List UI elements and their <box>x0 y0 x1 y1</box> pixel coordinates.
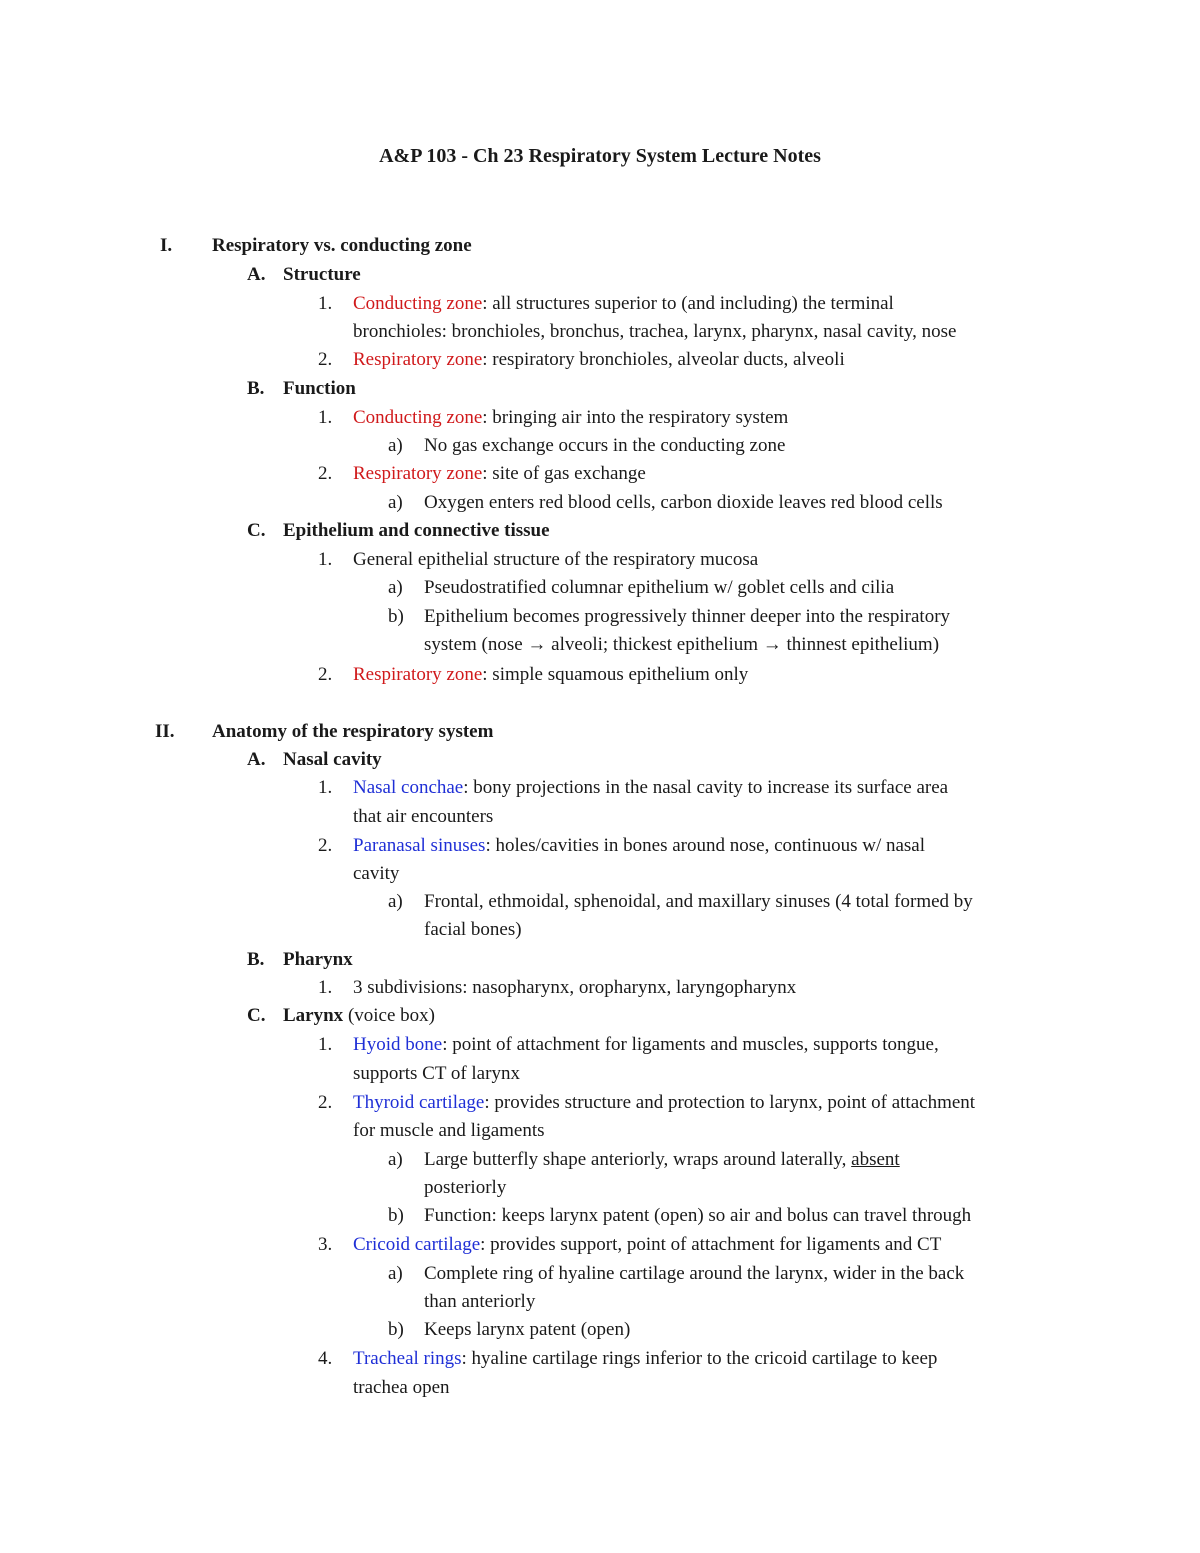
item-text: : respiratory bronchioles, alveolar ducts, alveoli <box>482 349 845 370</box>
item-continuation: bronchioles: bronchioles, bronchus, trachea, larynx, pharynx, nasal cavity, nose <box>353 321 957 342</box>
subsection-heading-text: Larynx <box>283 1005 344 1026</box>
subitem-text: Epithelium becomes progressively thinner deeper into the respiratory <box>424 606 951 627</box>
item-number: 1. <box>318 407 333 428</box>
item-text: : hyaline cartilage rings inferior to the cricoid cartilage to keep <box>461 1348 938 1369</box>
term-highlight: Cricoid cartilage <box>353 1234 481 1255</box>
list-item <box>353 832 925 860</box>
item-text: General epithelial structure of the respiratory mucosa <box>353 549 759 570</box>
term-highlight: Nasal conchae <box>353 777 464 798</box>
section-2-number: II. <box>155 721 175 742</box>
term-highlight: Tracheal rings <box>353 1348 462 1369</box>
section-2-heading: Anatomy of the respiratory system <box>212 721 494 742</box>
subsection-heading: Structure <box>283 264 361 285</box>
subitem-letter: b) <box>388 1319 404 1340</box>
underlined-word: absent <box>851 1149 900 1170</box>
subitem-letter: a) <box>388 1263 403 1284</box>
subsection-heading: Pharynx <box>283 949 353 970</box>
item-number: 2. <box>318 349 333 370</box>
subsection-heading: Nasal cavity <box>283 749 382 770</box>
subitem-text-main: Large butterfly shape anteriorly, wraps around laterally, <box>424 1149 852 1170</box>
item-number: 1. <box>318 1034 333 1055</box>
item-number: 3. <box>318 1234 333 1255</box>
subitem-continuation: facial bones) <box>424 919 522 940</box>
subsection-heading: Function <box>283 378 356 399</box>
item-number: 4. <box>318 1348 333 1369</box>
term-highlight: Thyroid cartilage <box>353 1092 485 1113</box>
item-number: 2. <box>318 1092 333 1113</box>
list-item <box>353 774 948 802</box>
subsection-letter: A. <box>247 264 266 285</box>
subsection-letter: B. <box>247 378 265 399</box>
subsection-heading <box>283 1002 435 1030</box>
subitem-letter: b) <box>388 1205 404 1226</box>
list-item <box>353 290 894 318</box>
list-item <box>353 404 788 432</box>
item-number: 1. <box>318 977 333 998</box>
subsection-letter: A. <box>247 749 266 770</box>
subitem-text: Oxygen enters red blood cells, carbon dioxide leaves red blood cells <box>424 492 943 513</box>
subitem-continuation: posteriorly <box>424 1177 507 1198</box>
subsection-letter-text: C. <box>247 1005 266 1026</box>
subsection-letter: B. <box>247 949 265 970</box>
list-item <box>353 1231 941 1259</box>
subsection-letter: C. <box>247 520 266 541</box>
section-1-heading: Respiratory vs. conducting zone <box>212 235 472 256</box>
item-text: : holes/cavities in bones around nose, continuous w/ nasal <box>485 835 926 856</box>
subitem-letter: a) <box>388 1149 403 1170</box>
item-text: : bringing air into the respiratory system <box>482 407 789 428</box>
subitem-text: Keeps larynx patent (open) <box>424 1319 631 1340</box>
item-number: 1. <box>318 293 333 314</box>
item-continuation: cavity <box>353 863 400 884</box>
subitem-letter: a) <box>388 435 403 456</box>
item-continuation: for muscle and ligaments <box>353 1120 545 1141</box>
term-highlight: Hyoid bone <box>353 1034 443 1055</box>
page-title: A&P 103 - Ch 23 Respiratory System Lecture Notes <box>379 145 821 167</box>
list-item <box>353 346 845 374</box>
subitem-letter: a) <box>388 577 403 598</box>
item-continuation: that air encounters <box>353 806 494 827</box>
subitem-text: Function: keeps larynx patent (open) so air and bolus can travel through <box>424 1205 972 1226</box>
list-item <box>353 1345 937 1373</box>
item-text: : point of attachment for ligaments and muscles, supports tongue, <box>442 1034 939 1055</box>
item-number: 1. <box>318 777 333 798</box>
item-number: 2. <box>318 664 333 685</box>
subitem-text: Frontal, ethmoidal, sphenoidal, and maxillary sinuses (4 total formed by <box>424 891 973 912</box>
list-item <box>353 1089 975 1117</box>
item-text: 3 subdivisions: nasopharynx, oropharynx, laryngopharynx <box>353 977 797 998</box>
section-1-number: I. <box>160 235 173 256</box>
list-item <box>353 1031 939 1059</box>
term-highlight: Conducting zone <box>353 293 483 314</box>
term-highlight: Respiratory zone <box>353 463 483 484</box>
subitem-letter: b) <box>388 606 404 627</box>
term-highlight: Respiratory zone <box>353 349 483 370</box>
item-continuation: trachea open <box>353 1377 450 1398</box>
heading-note: (voice box) <box>343 1005 435 1026</box>
subitem-letter: a) <box>388 492 403 513</box>
term-highlight: Conducting zone <box>353 407 483 428</box>
subsection-heading: Epithelium and connective tissue <box>283 520 550 541</box>
subitem-text: Pseudostratified columnar epithelium w/ goblet cells and cilia <box>424 577 895 598</box>
item-text: : provides structure and protection to larynx, point of attachment <box>484 1092 976 1113</box>
subitem-letter: a) <box>388 891 403 912</box>
item-number: 2. <box>318 463 333 484</box>
item-number: 1. <box>318 549 333 570</box>
subitem-continuation: system (nose → alveoli; thickest epithelium → thinnest epithelium) <box>424 634 940 655</box>
item-text: : provides support, point of attachment for ligaments and CT <box>480 1234 942 1255</box>
item-text: : bony projections in the nasal cavity to increase its surface area <box>463 777 949 798</box>
subitem-text <box>424 1146 900 1174</box>
subitem-continuation: than anteriorly <box>424 1291 536 1312</box>
subsection-letter <box>247 1002 265 1030</box>
item-text: : all structures superior to (and including) the terminal <box>482 293 894 314</box>
list-item <box>353 661 748 689</box>
item-text: : simple squamous epithelium only <box>482 664 749 685</box>
term-highlight: Paranasal sinuses <box>353 835 486 856</box>
subitem-text: No gas exchange occurs in the conducting zone <box>424 435 786 456</box>
subitem-text: Complete ring of hyaline cartilage around the larynx, wider in the back <box>424 1263 965 1284</box>
item-text: : site of gas exchange <box>482 463 646 484</box>
item-number: 2. <box>318 835 333 856</box>
list-item <box>353 460 646 488</box>
term-highlight: Respiratory zone <box>353 664 483 685</box>
item-continuation: supports CT of larynx <box>353 1063 520 1084</box>
